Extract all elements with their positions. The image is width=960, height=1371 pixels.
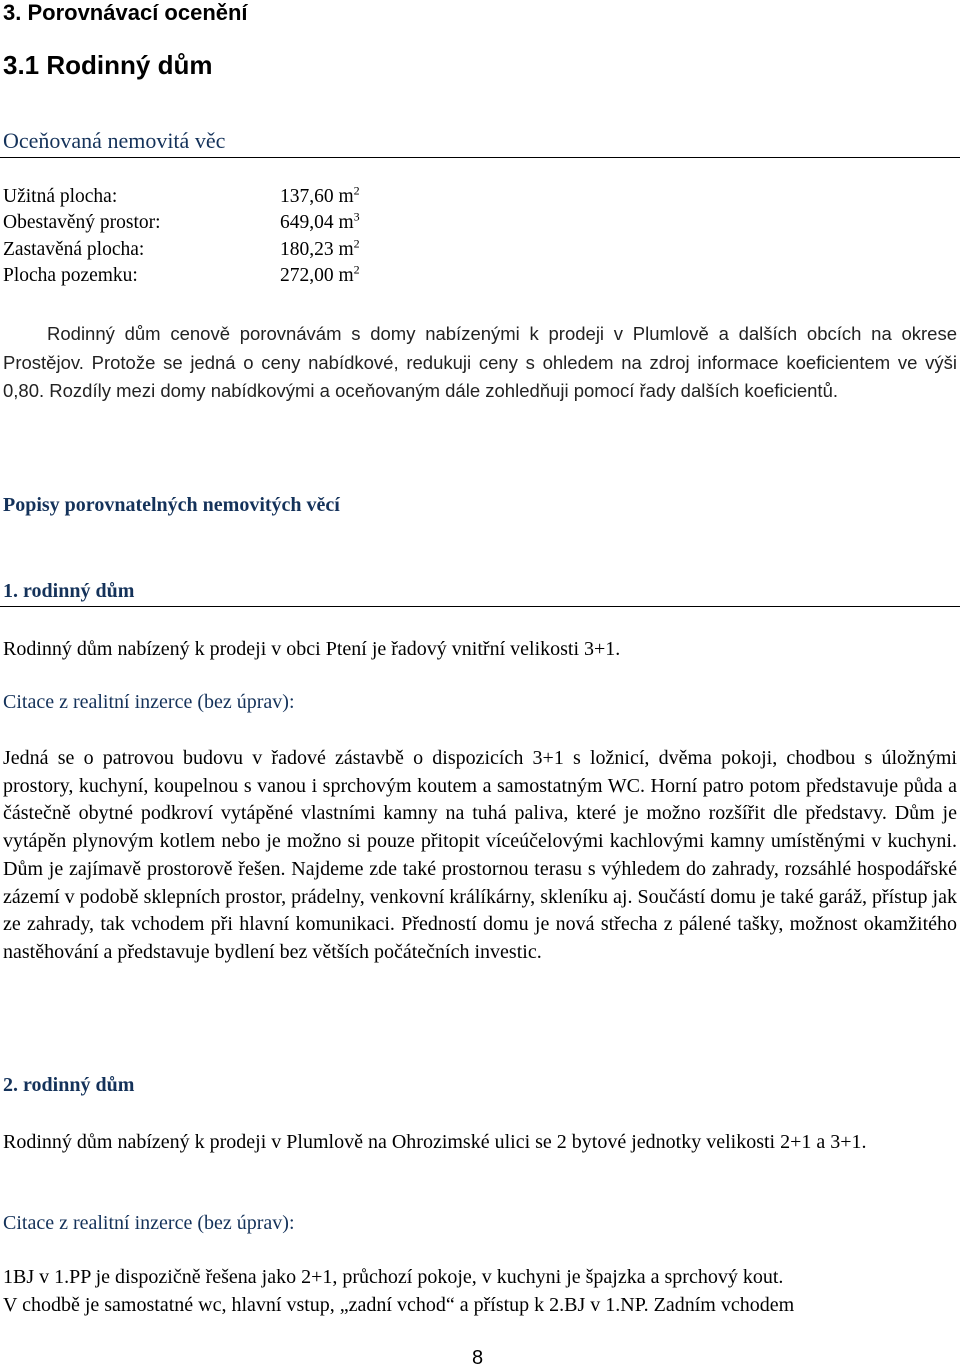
area-value: 137,60 $m^2$ <box>280 183 360 207</box>
house2-quote-line: V chodbě je samostatné wc, hlavní vstup, „zadní vchod“ a přístup k 2.BJ v 1.NP. Zadním vchodem <box>3 1294 795 1316</box>
area-value: 180,23 $m^2$ <box>280 236 360 260</box>
chapter-title: 3. Porovnávací ocenění <box>3 0 248 25</box>
comparables-heading: Popisy porovnatelných nemovitých věcí <box>3 494 340 516</box>
house1-heading: 1. rodinný dům <box>3 580 135 602</box>
house1-summary: Rodinný dům nabízený k prodeji v obci Ptení je řadový vnitřní velikosti 3+1. <box>3 638 621 660</box>
heading-rule <box>0 157 960 158</box>
area-label: Obestavěný prostor: <box>3 212 161 233</box>
section-title: 3.1 Rodinný dům <box>3 50 213 80</box>
intro-paragraph: Rodinný dům cenově porovnávám s domy nabízenými k prodeji v Plumlově a dalších obcích na okrese Prostějov. Protože se jedná o ceny nabídkové, redukuji ceny s ohledem na zdroj informace koeficientem ve výši 0,80. Rozdíly mezi domy nabídkovými a oceňovaným dále zohledňuji pomocí řady dalších koeficientů. <box>3 323 957 402</box>
house2-summary: Rodinný dům nabízený k prodeji v Plumlově na Ohrozimské ulici se 2 bytové jednotky velikosti 2+1 a 3+1. <box>3 1131 867 1153</box>
area-value: 649,04 $m^3$ <box>280 209 360 233</box>
house2-citation-label: Citace z realitní inzerce (bez úprav): <box>3 1212 295 1234</box>
area-label: Užitná plocha: <box>3 186 118 207</box>
house2-quote-line: 1BJ v 1.PP je dispozičně řešena jako 2+1, průchozí pokoje, v kuchyni je špajzka a sprchový kout. <box>3 1266 784 1288</box>
house1-citation-label: Citace z realitní inzerce (bez úprav): <box>3 691 295 713</box>
area-value: 272,00 $m^2$ <box>280 262 360 286</box>
house1-quote: Jedná se o patrovou budovu v řadové zástavbě o dispozicích 3+1 s ložnicí, dvěma pokoji, chodbou s úložnými prostory, kuchyní, koupelnou s vanou i sprchovým koutem a samostatným WC. Horní patro potom představuje půda a částečně obytné podkroví vytápěné vlastními kamny na tuhá paliva, které je možno rozšířit dle představy. Dům je vytápěn plynovým kotlem nebo je možno si pouze přitopit víceúčelovými kachlovými kamny umístěnými v kuchyni. Dům je zajímavě prostorově řešen. Najdeme zde také prostornou terasu s výhledem do zahrady, rozsáhlé hospodářské zázemí v podobě sklepních prostor, prádelny, venkovní králíkárny, skleníku aj. Součástí domu je také garáž, přístup jak ze zahrady, tak vchodem při hlavní komunikaci. Předností domu je nová střecha z pálené tašky, možnost okamžitého nastěhování a představuje bydlení bez větších počátečních investic. <box>3 747 957 963</box>
house2-heading: 2. rodinný dům <box>3 1074 135 1096</box>
heading-rule <box>0 606 960 607</box>
page-number: 8 <box>472 1347 484 1369</box>
valued-property-heading: Oceňovaná nemovitá věc <box>3 128 226 153</box>
area-label: Plocha pozemku: <box>3 265 138 286</box>
area-label: Zastavěná plocha: <box>3 239 145 260</box>
